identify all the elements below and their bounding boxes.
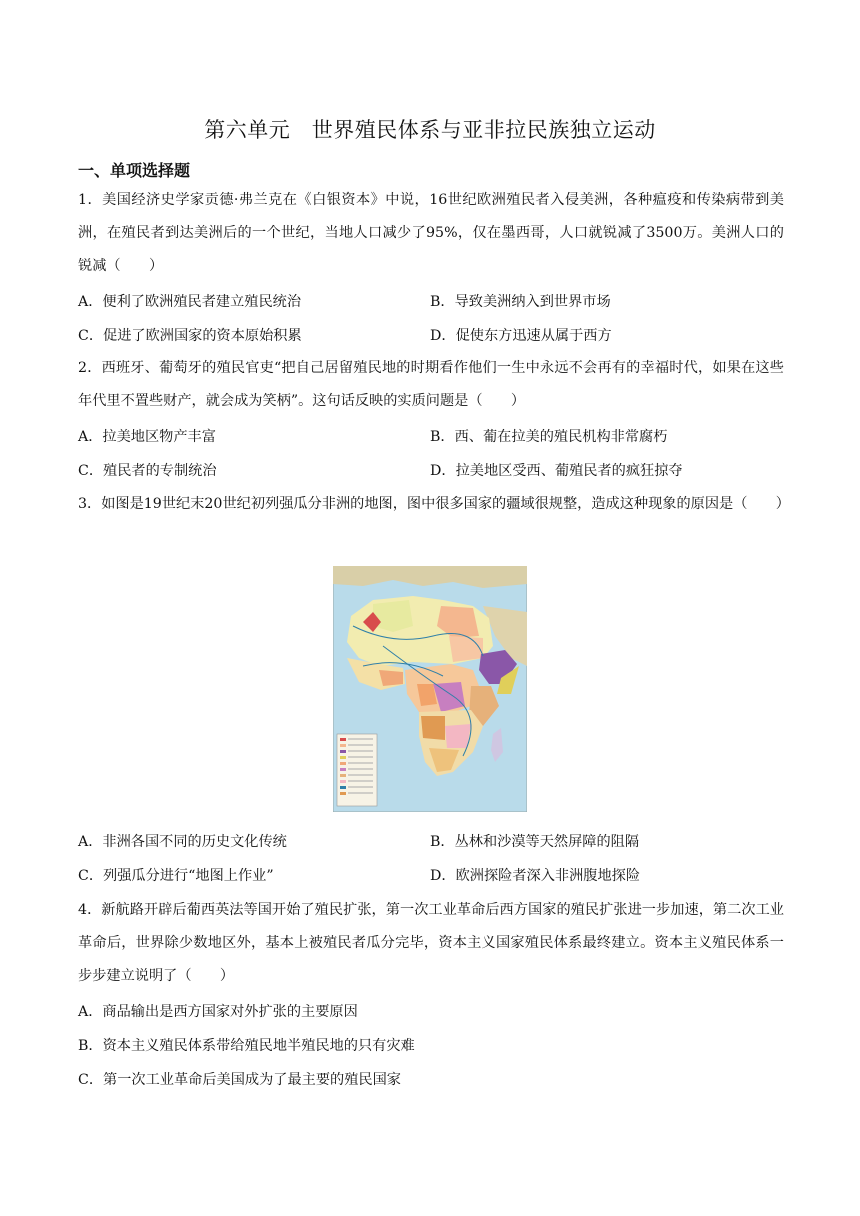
question-3-option-b: B．丛林和沙漠等天然屏障的阻隔 <box>430 834 640 850</box>
question-2-stem: 2．西班牙、葡萄牙的殖民官吏“把自己居留殖民地的时期看作他们一生中永远不会再有的幸福时代，如果在这些年代里不置些财产，就会成为笑柄”。这句话反映的实质问题是（ ） <box>78 360 784 409</box>
page-title: 第六单元 世界殖民体系与亚非拉民族独立运动 <box>204 118 656 142</box>
question-4-option-a: A．商品输出是西方国家对外扩张的主要原因 <box>78 1004 358 1020</box>
question-3-option-c: C．列强瓜分进行“地图上作业” <box>78 868 274 884</box>
question-1-stem: 1．美国经济史学家贡德·弗兰克在《白银资本》中说，16世纪欧洲殖民者入侵美洲，各种瘟疫和传染病带到美洲，在殖民者到达美洲后的一个世纪，当地人口减少了95%，仅在墨西哥，人口就锐减了3500万。美洲人口的锐减（ ） <box>78 192 784 274</box>
africa-partition-map <box>333 566 527 812</box>
question-1-option-c: C．促进了欧洲国家的资本原始积累 <box>78 328 302 344</box>
question-2-option-c: C．殖民者的专制统治 <box>78 463 217 479</box>
question-2-option-d: D．拉美地区受西、葡殖民者的疯狂掠夺 <box>430 463 683 479</box>
question-4-stem: 4．新航路开辟后葡西英法等国开始了殖民扩张，第一次工业革命后西方国家的殖民扩张进一步加速，第二次工业革命后，世界除少数地区外，基本上被殖民者瓜分完毕，资本主义国家殖民体系最终建立。资本主义殖民体系一步步建立说明了（ ） <box>78 902 784 984</box>
question-1-option-b: B．导致美洲纳入到世界市场 <box>430 294 611 310</box>
question-3-option-d: D．欧洲探险者深入非洲腹地探险 <box>430 868 641 884</box>
question-2-option-a: A．拉美地区物产丰富 <box>78 429 216 445</box>
question-3-option-a: A．非洲各国不同的历史文化传统 <box>78 834 287 850</box>
section-heading: 一、单项选择题 <box>78 161 191 180</box>
question-4-option-b: B．资本主义殖民体系带给殖民地半殖民地的只有灾难 <box>78 1038 415 1054</box>
question-1-option-a: A．便利了欧洲殖民者建立殖民统治 <box>78 294 302 310</box>
question-3-stem: 3．如图是19世纪末20世纪初列强瓜分非洲的地图，图中很多国家的疆域很规整，造成这种现象的原因是（ ） <box>78 496 790 512</box>
question-2-option-b: B．西、葡在拉美的殖民机构非常腐朽 <box>430 429 668 445</box>
question-4-option-c: C．第一次工业革命后美国成为了最主要的殖民国家 <box>78 1072 401 1088</box>
question-1-option-d: D．促使东方迅速从属于西方 <box>430 328 612 344</box>
